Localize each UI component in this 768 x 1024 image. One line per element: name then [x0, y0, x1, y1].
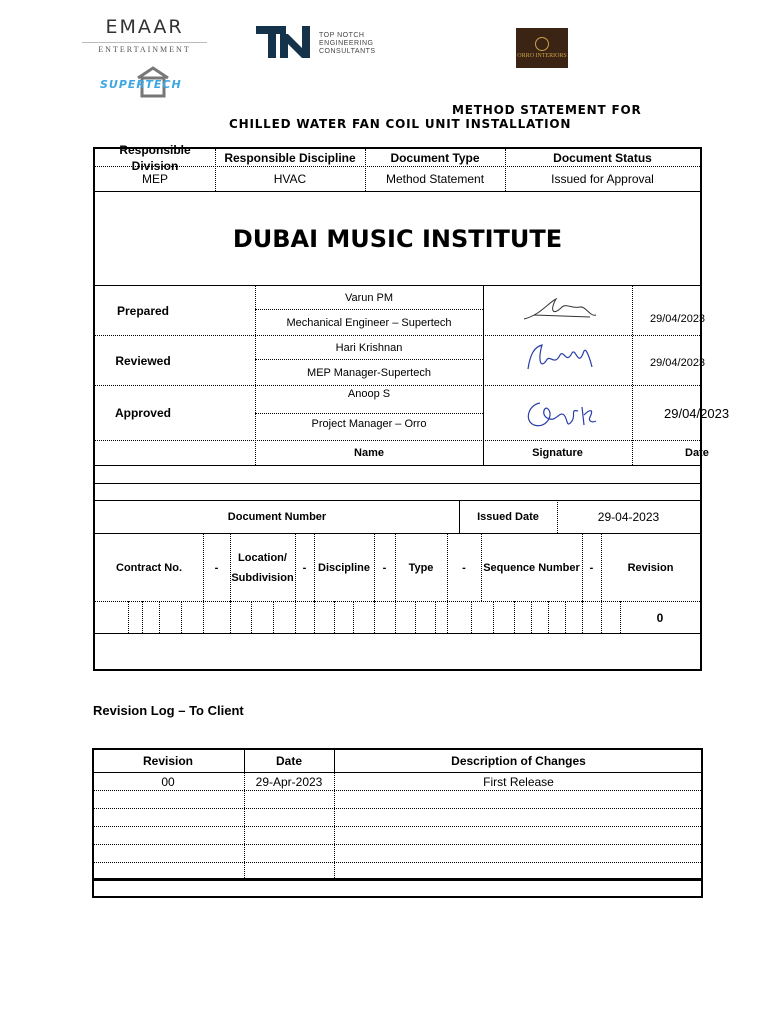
approval-name-prepared: Varun PM	[344, 291, 394, 304]
approval-role-prepared: Prepared	[116, 303, 170, 318]
divider	[483, 285, 484, 465]
tn-line-2: ENGINEERING	[319, 40, 374, 47]
field-discipline: Discipline	[318, 561, 370, 574]
tn-line-3: CONSULTANTS	[319, 48, 376, 55]
approval-name-reviewed: Hari Krishnan	[335, 341, 403, 354]
divider	[203, 601, 204, 633]
divider	[92, 826, 703, 827]
divider	[565, 601, 566, 633]
header-col-discipline: Responsible Discipline	[224, 151, 356, 165]
divider	[601, 601, 602, 633]
divider	[435, 601, 436, 633]
emaar-logo-rule	[82, 42, 207, 43]
emaar-logo-text: EMAAR	[105, 16, 184, 38]
tn-logo-mark	[256, 26, 312, 60]
header-col-doc-type: Document Type	[390, 151, 480, 165]
field-separator-1: -	[214, 561, 219, 574]
divider	[582, 601, 583, 633]
approval-date-prepared: 29/04/2023	[650, 313, 706, 325]
divider	[92, 790, 703, 791]
divider	[632, 285, 633, 465]
divider	[531, 601, 532, 633]
revision-log-title: Revision Log – To Client	[93, 703, 244, 718]
approval-footer-date: Date	[685, 447, 709, 459]
divider	[95, 633, 700, 634]
divider	[395, 601, 396, 633]
revision-value: 0	[656, 610, 664, 625]
divider	[128, 601, 129, 633]
divider	[95, 483, 700, 484]
field-revision: Revision	[627, 561, 674, 574]
field-separator-2: -	[302, 561, 307, 574]
header-col-division: Responsible Division	[119, 143, 191, 173]
divider	[92, 878, 703, 881]
approval-role-reviewed: Reviewed	[115, 353, 171, 368]
emaar-logo-subtext: ENTERTAINMENT	[98, 45, 191, 54]
document-number-label: Document Number	[227, 511, 327, 523]
approval-designation-reviewed: MEP Manager-Supertech	[307, 366, 431, 379]
signature-reviewed-image	[520, 339, 600, 379]
table-row-description: First Release	[483, 774, 554, 789]
discipline-value: HVAC	[273, 172, 307, 186]
divider	[159, 601, 160, 633]
divider	[334, 601, 335, 633]
orro-logo-ring	[535, 37, 549, 51]
doc-status-value: Issued for Approval	[551, 172, 654, 186]
approval-name-approved: Anoop S	[347, 387, 391, 400]
divider	[415, 601, 416, 633]
divider	[92, 844, 703, 845]
project-name: DUBAI MUSIC INSTITUTE	[232, 224, 563, 253]
field-separator-4: -	[462, 561, 466, 574]
divider	[181, 601, 182, 633]
approval-footer-signature: Signature	[532, 447, 583, 459]
approval-designation-prepared: Mechanical Engineer – Supertech	[286, 316, 452, 329]
supertech-logo	[98, 64, 208, 98]
divider	[95, 601, 700, 602]
field-location-subdivision: Location/ Subdivision	[231, 551, 294, 584]
emaar-entertainment-logo	[82, 16, 207, 54]
divider	[92, 862, 703, 863]
divider	[374, 601, 375, 633]
orro-logo	[516, 28, 568, 68]
divider	[92, 808, 703, 809]
divider	[447, 601, 448, 633]
field-sequence-number: Sequence Number	[483, 561, 580, 574]
orro-logo-text: ORRO INTERIORS	[517, 53, 567, 59]
divider	[295, 601, 296, 633]
divider	[230, 601, 231, 633]
approval-footer-name: Name	[354, 447, 384, 459]
field-type: Type	[408, 561, 434, 574]
revlog-col-description: Description of Changes	[451, 754, 586, 768]
field-contract-no: Contract No.	[116, 561, 182, 574]
divider	[95, 465, 700, 466]
approval-role-approved: Approved	[114, 406, 171, 420]
approval-date-reviewed: 29/04/2023	[650, 357, 706, 369]
approval-date-approved: 29/04/2023	[664, 406, 730, 421]
doc-type-value: Method Statement	[385, 172, 485, 186]
field-separator-3: -	[382, 561, 387, 574]
issued-date-value: 29-04-2023	[597, 510, 660, 524]
divider	[471, 601, 472, 633]
table-row-revision: 00	[161, 774, 175, 789]
divider	[142, 601, 143, 633]
divider	[273, 601, 274, 633]
table-row-date: 29-Apr-2023	[255, 774, 323, 789]
doc-title-line-2: CHILLED WATER FAN COIL UNIT INSTALLATION	[229, 117, 572, 131]
divider	[353, 601, 354, 633]
division-value: MEP	[141, 172, 168, 186]
divider	[493, 601, 494, 633]
approval-designation-approved: Project Manager – Orro	[311, 418, 427, 430]
revlog-col-date: Date	[275, 754, 302, 768]
divider	[548, 601, 549, 633]
supertech-logo-text: SUPERTECH	[100, 78, 182, 91]
tn-line-1: TOP NOTCH	[319, 32, 365, 39]
divider	[314, 601, 315, 633]
revlog-col-revision: Revision	[142, 754, 193, 768]
divider	[514, 601, 515, 633]
header-col-doc-status: Document Status	[553, 151, 652, 165]
doc-title-line-1: METHOD STATEMENT FOR	[452, 103, 642, 117]
divider	[251, 601, 252, 633]
document-cover-table	[93, 143, 730, 671]
revision-log-table	[92, 748, 703, 898]
tn-logo-text	[319, 32, 376, 56]
issued-date-label: Issued Date	[477, 511, 539, 523]
field-separator-5: -	[589, 561, 594, 574]
signature-approved-image	[520, 391, 600, 435]
signature-prepared-image	[520, 293, 600, 327]
